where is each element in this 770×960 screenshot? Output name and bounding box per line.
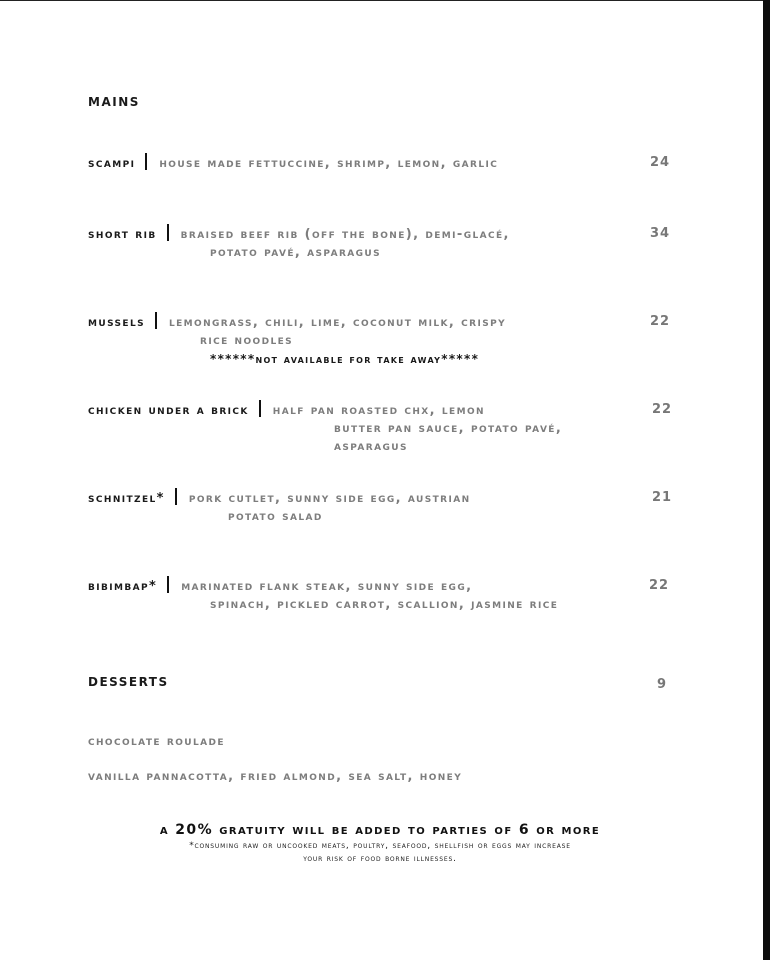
item-description: marinated flank steak, sunny side egg, [181,579,473,594]
mains-heading: mains [88,91,140,111]
item-name: short rib [88,227,157,242]
item-description: lemongrass, chili, lime, coconut milk, crispy [169,315,506,330]
item-price: 24 [650,155,671,170]
menu-item-chicken-under-a-brick [88,400,678,456]
divider [167,576,169,593]
desserts-price: 9 [657,677,668,692]
divider [145,153,147,170]
item-name: scampi [88,156,136,171]
take-away-note: ******not available for take away***** [210,352,480,366]
menu-item-mussels [88,312,678,368]
consumer-warning-line: your risk of food borne illnesses. [303,854,457,864]
divider [259,400,261,417]
gratuity-notice: a 20% gratuity will be added to parties of 6 or more [159,822,601,838]
item-name: chicken under a brick [88,403,249,418]
item-price: 22 [649,578,670,593]
consumer-warning [0,840,760,866]
item-price: 21 [652,490,673,505]
item-name: schnitzel* [88,491,165,506]
item-description: pork cutlet, sunny side egg, austrian [188,491,471,506]
menu-item-short-rib [88,224,678,262]
dessert-item: vanilla pannacotta, fried almond, sea salt, honey [88,769,463,784]
menu-item-bibimbap [88,576,678,614]
item-description: house made fettuccine, shrimp, lemon, garlic [159,156,499,171]
desserts-heading: desserts [88,671,169,691]
item-description-cont: asparagus [334,439,408,454]
item-price: 34 [650,226,671,241]
item-description-cont: spinach, pickled carrot, scallion, jasmine rice [210,597,559,612]
consumer-warning-line: *consuming raw or uncooked meats, poultry, seafood, shellfish or eggs may increase [189,841,571,851]
item-description-cont: potato salad [228,509,323,524]
item-description: braised beef rib (off the bone), demi-glacé, [180,227,510,242]
item-price: 22 [650,314,671,329]
divider [155,312,157,329]
menu-item-schnitzel [88,488,678,526]
divider [167,224,169,241]
dessert-item: chocolate roulade [88,734,225,749]
item-description-cont: rice noodles [200,333,294,348]
item-description: half pan roasted chx, lemon [272,403,485,418]
item-name: mussels [88,315,145,330]
divider [175,488,177,505]
item-description-cont: butter pan sauce, potato pavé, [334,421,563,436]
menu-item-scampi [88,153,678,173]
item-description-cont: potato pavé, asparagus [210,245,382,260]
item-price: 22 [652,402,673,417]
item-name: bibimbap* [88,579,158,594]
